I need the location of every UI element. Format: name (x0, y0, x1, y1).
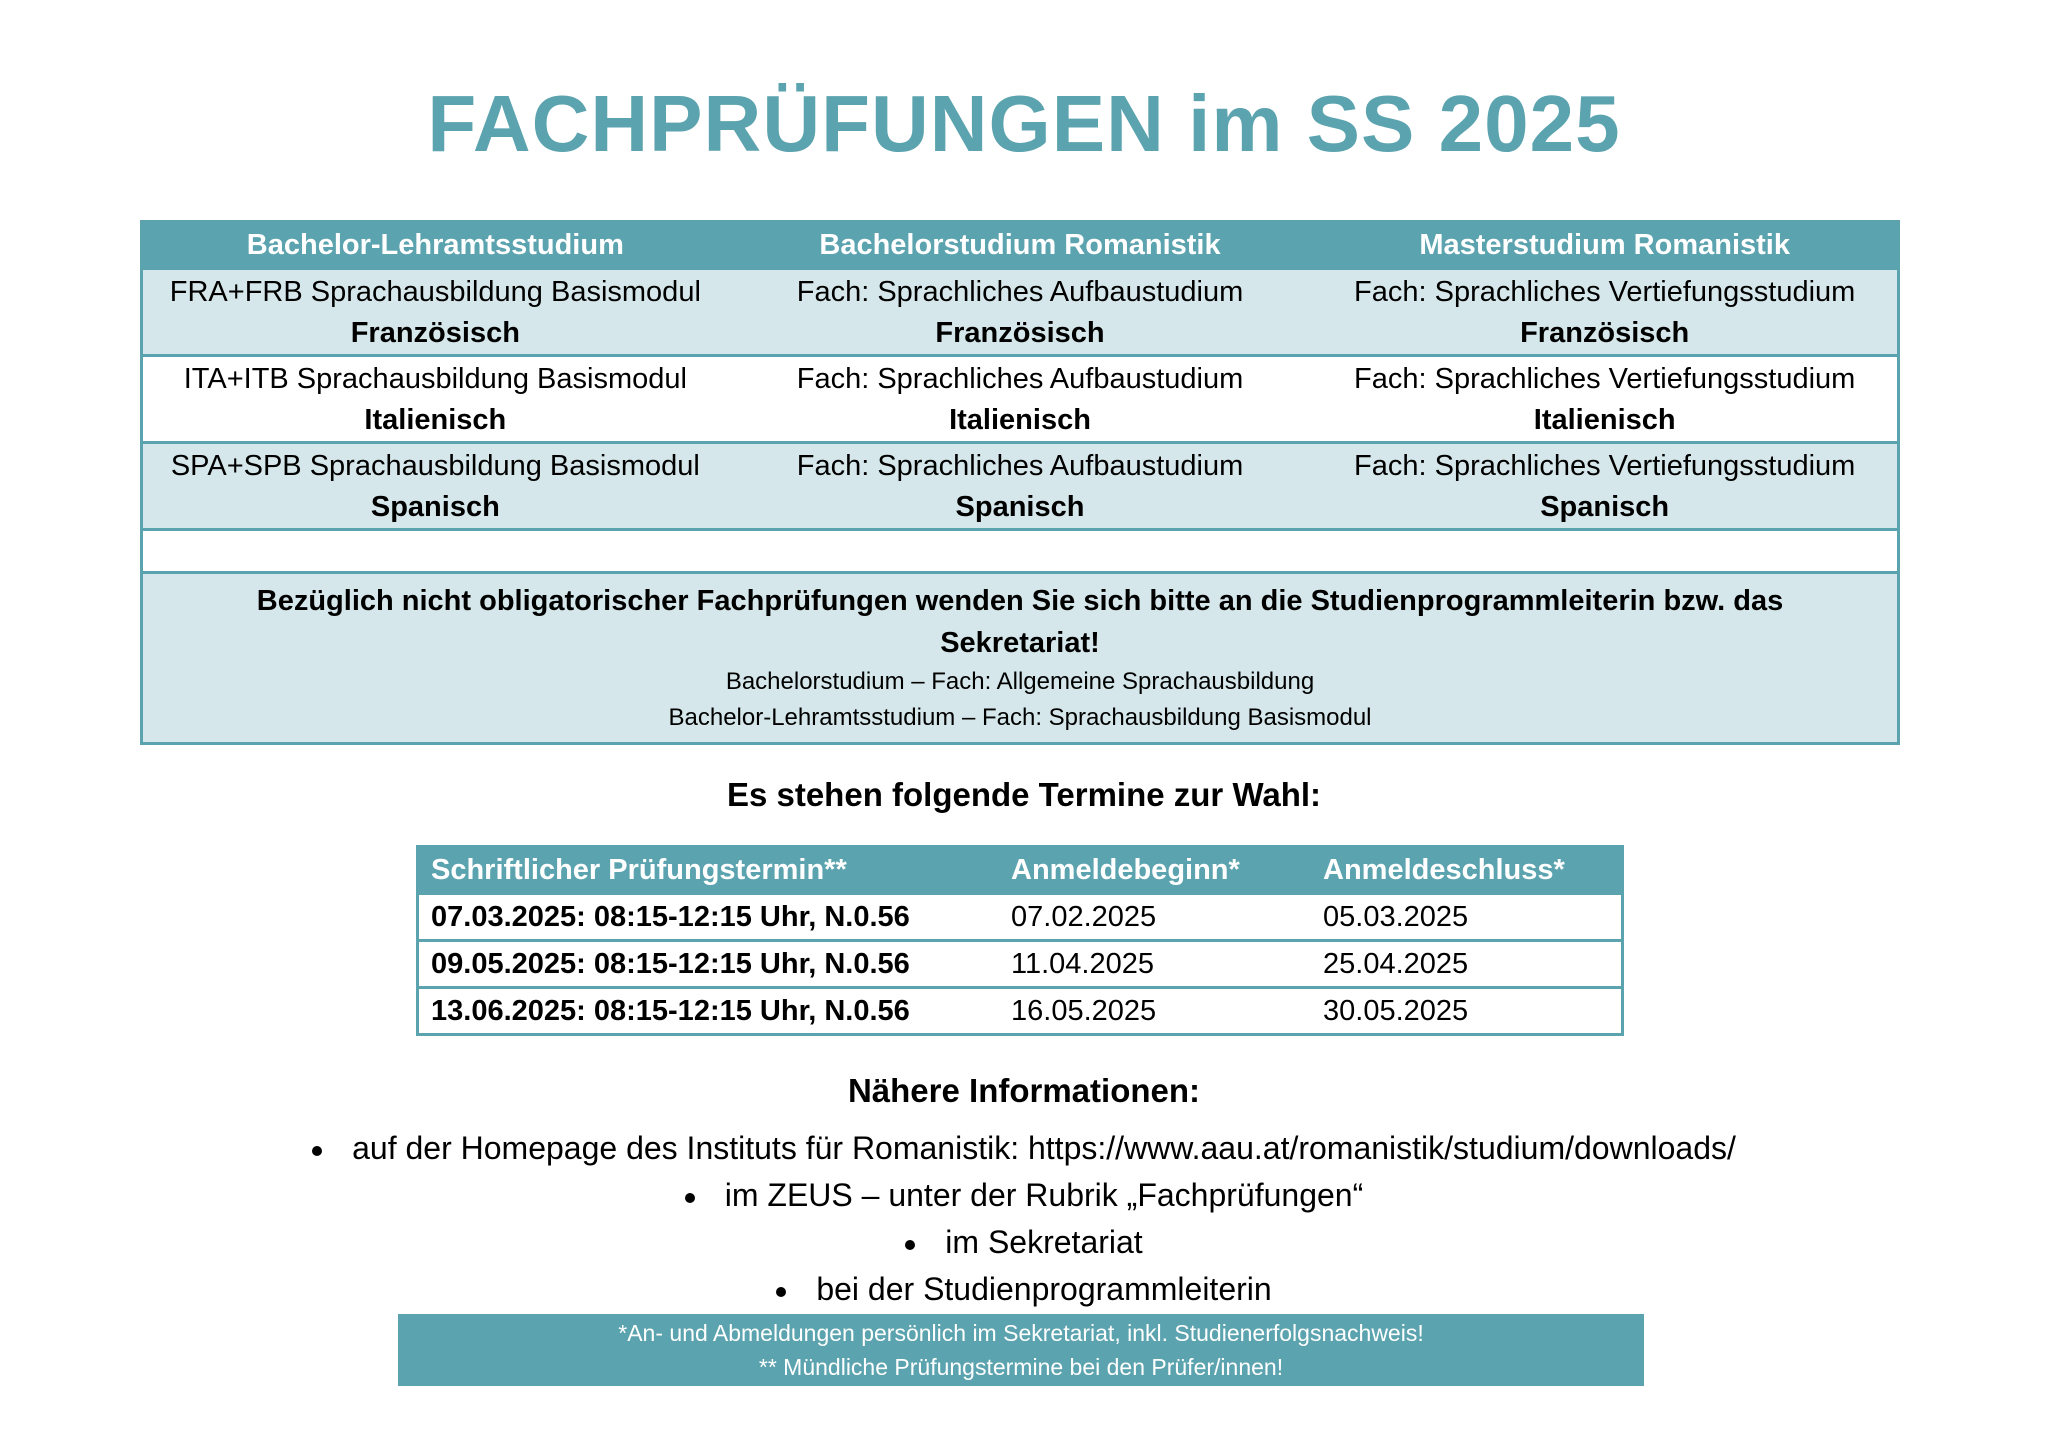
info-text: bei der Studienprogrammleiterin (816, 1271, 1272, 1307)
program-cell (728, 444, 1313, 528)
programs-header-row (143, 223, 1897, 267)
program-cell (143, 270, 728, 354)
program-language: Spanisch (955, 491, 1085, 523)
program-language: Französisch (350, 317, 520, 349)
program-language: Italienisch (949, 404, 1091, 436)
programs-spacer-row (143, 528, 1897, 571)
registration-start: 11.04.2025 (1011, 947, 1154, 980)
program-cell (1312, 270, 1897, 354)
registration-start: 07.02.2025 (1011, 900, 1157, 933)
programs-row-italian (143, 354, 1897, 441)
info-item (0, 1271, 2048, 1308)
header-registration-end: Anmeldeschluss* (1323, 853, 1565, 886)
programs-note (143, 571, 1897, 742)
bullet-icon (312, 1146, 322, 1156)
program-line: Fach: Sprachliches Vertiefungsstudium (1354, 363, 1856, 395)
program-cell (1312, 444, 1897, 528)
bullet-icon (776, 1287, 786, 1297)
programs-row-spanish (143, 441, 1897, 528)
note-line-2: Bachelor-Lehramtsstudium – Fach: Sprachausbildung Basismodul (668, 704, 1372, 731)
program-line: Fach: Sprachliches Aufbaustudium (796, 363, 1244, 395)
program-line: FRA+FRB Sprachausbildung Basismodul (169, 276, 701, 308)
program-language: Spanisch (1540, 491, 1670, 523)
program-line: Fach: Sprachliches Vertiefungsstudium (1354, 450, 1856, 482)
programs-row-french (143, 267, 1897, 354)
program-cell (143, 357, 728, 441)
info-heading: Nähere Informationen: (847, 1072, 1201, 1109)
program-cell (728, 270, 1313, 354)
header-exam-date: Schriftlicher Prüfungstermin** (431, 853, 847, 886)
page-title: FACHPRÜFUNGEN im SS 2025 (427, 79, 1621, 168)
registration-end: 30.05.2025 (1323, 994, 1469, 1027)
program-language: Französisch (1520, 317, 1690, 349)
info-item (0, 1130, 2048, 1167)
table-row (419, 892, 1621, 939)
exam-date: 07.03.2025: 08:15-12:15 Uhr, N.0.56 (431, 900, 910, 933)
program-line: Fach: Sprachliches Aufbaustudium (796, 450, 1244, 482)
footer-line-1: *An- und Abmeldungen persönlich im Sekretariat, inkl. Studienerfolgsnachweis! (618, 1320, 1424, 1346)
program-line: Fach: Sprachliches Aufbaustudium (796, 276, 1244, 308)
info-text: auf der Homepage des Instituts für Romanistik: https://www.aau.at/romanistik/studium/downloads/ (352, 1130, 1736, 1166)
footer-note (398, 1314, 1644, 1386)
header-master-romanistik: Masterstudium Romanistik (1419, 228, 1790, 261)
dates-heading: Es stehen folgende Termine zur Wahl: (726, 776, 1322, 813)
header-bachelor-lehramt: Bachelor-Lehramtsstudium (246, 228, 624, 261)
program-line: SPA+SPB Sprachausbildung Basismodul (170, 450, 700, 482)
info-item (0, 1177, 2048, 1214)
header-registration-start: Anmeldebeginn* (1011, 853, 1240, 886)
program-line: Fach: Sprachliches Vertiefungsstudium (1354, 276, 1856, 308)
registration-start: 16.05.2025 (1011, 994, 1157, 1027)
registration-end: 05.03.2025 (1323, 900, 1469, 933)
program-cell (143, 444, 728, 528)
bullet-icon (905, 1240, 915, 1250)
program-language: Italienisch (1533, 404, 1676, 436)
bullet-icon (685, 1193, 695, 1203)
program-cell (1312, 357, 1897, 441)
program-language: Französisch (935, 317, 1105, 349)
footer-line-2: ** Mündliche Prüfungstermine bei den Prüfer/innen! (758, 1354, 1284, 1380)
info-text: im Sekretariat (945, 1224, 1143, 1260)
program-language: Spanisch (370, 491, 500, 523)
exam-date: 09.05.2025: 08:15-12:15 Uhr, N.0.56 (431, 947, 910, 980)
dates-header-row (419, 848, 1621, 892)
registration-end: 25.04.2025 (1323, 947, 1469, 980)
program-line: ITA+ITB Sprachausbildung Basismodul (183, 363, 687, 395)
table-row (419, 939, 1621, 986)
table-row (419, 986, 1621, 1033)
exam-date: 13.06.2025: 08:15-12:15 Uhr, N.0.56 (431, 994, 910, 1027)
program-cell (728, 357, 1313, 441)
note-bold: Bezüglich nicht obligatorischer Fachprüfungen wenden Sie sich bitte an die Studienprogrammleiterin bzw. das Sekretariat! (256, 585, 1784, 659)
info-item (0, 1224, 2048, 1261)
program-language: Italienisch (364, 404, 507, 436)
note-line-1: Bachelorstudium – Fach: Allgemeine Sprachausbildung (725, 668, 1315, 695)
programs-table (140, 220, 1900, 745)
header-bachelor-romanistik: Bachelorstudium Romanistik (819, 228, 1221, 261)
info-text: im ZEUS – unter der Rubrik „Fachprüfungen“ (724, 1177, 1364, 1213)
dates-table (416, 845, 1624, 1036)
